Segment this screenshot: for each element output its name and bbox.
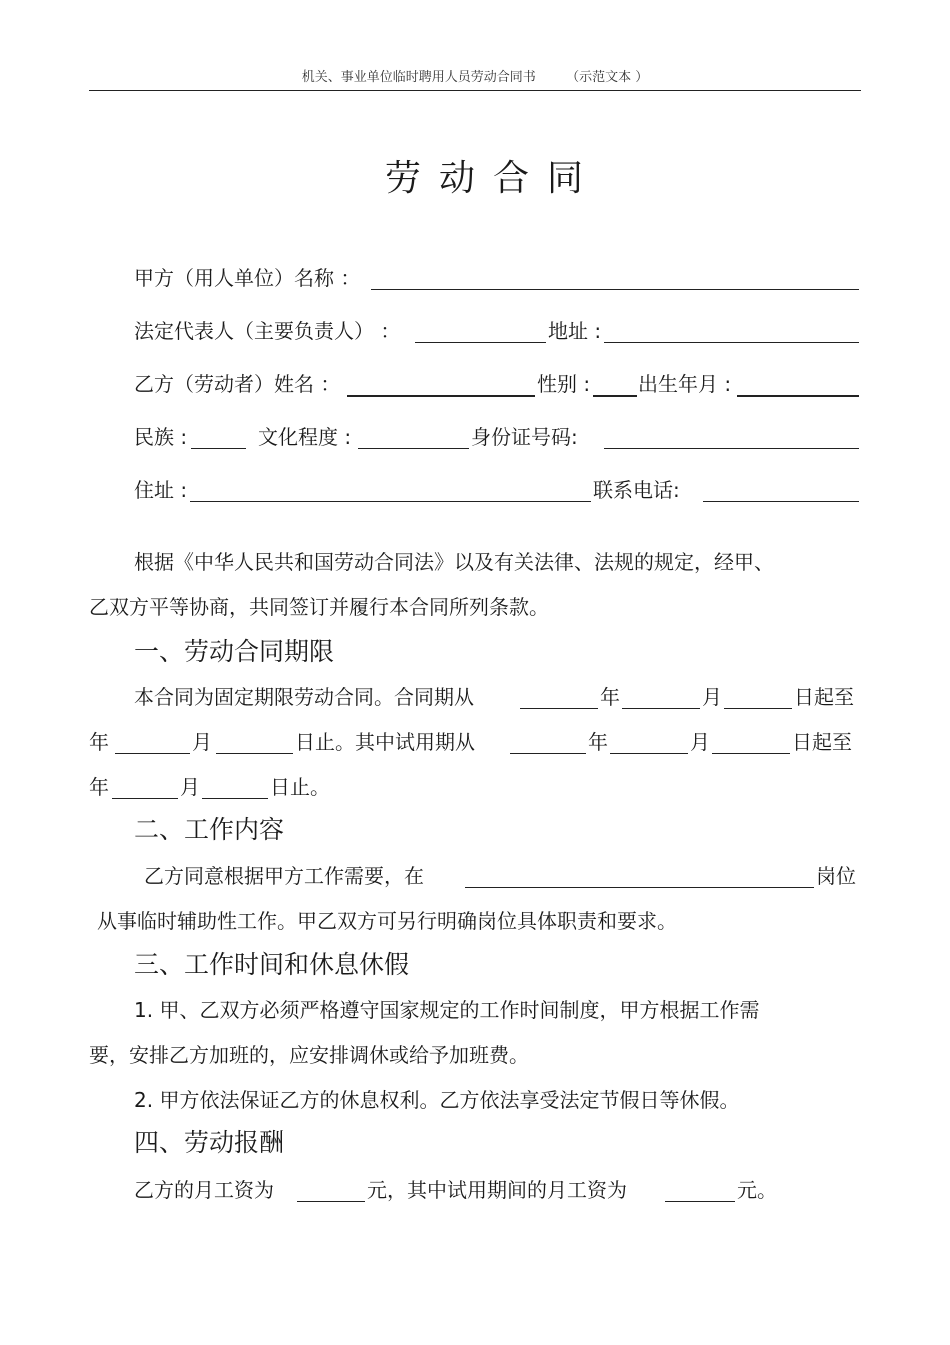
start-day-unit: 日起至 xyxy=(794,685,854,709)
preamble-line-2: 乙双方平等协商，共同签订并履行本合同所列条款。 xyxy=(89,595,549,619)
employer-name-label: 甲方（用人单位）名称 ： xyxy=(134,266,361,290)
section-4-heading: 四、劳动报酬 xyxy=(134,1128,285,1157)
probation-end-year-unit: 年 xyxy=(89,775,109,799)
probation-start-day-unit: 日起至 xyxy=(792,730,852,754)
start-month-unit: 月 xyxy=(702,685,722,709)
gender-label: 性别 : xyxy=(537,372,591,396)
probation-start-year-blank[interactable] xyxy=(510,753,586,754)
residence-blank[interactable] xyxy=(190,501,591,502)
work-time-para-1-line-2: 要，安排乙方加班的，应安排调休或给予加班费。 xyxy=(89,1043,529,1067)
probation-end-month-unit: 月 xyxy=(180,775,200,799)
probation-start-year-unit: 年 xyxy=(588,730,608,754)
id-number-blank[interactable] xyxy=(604,448,859,449)
ethnicity-blank[interactable] xyxy=(191,448,246,449)
work-content-lead: 乙方同意根据甲方工作需要，在 xyxy=(144,864,424,888)
education-blank[interactable] xyxy=(358,448,469,449)
address-blank[interactable] xyxy=(604,342,859,343)
preamble-line-1: 根据《中华人民共和国劳动合同法》以及有关法律、法规的规定，经甲、 xyxy=(134,550,774,574)
employer-name-blank[interactable] xyxy=(371,289,859,290)
end-month-unit: 月 xyxy=(192,730,212,754)
running-header xyxy=(0,66,950,85)
phone-label: 联系电话: xyxy=(593,478,680,502)
probation-start-month-blank[interactable] xyxy=(610,753,688,754)
legal-rep-blank[interactable] xyxy=(415,342,546,343)
monthly-salary-blank[interactable] xyxy=(297,1201,365,1202)
term-lead: 本合同为固定期限劳动合同。合同期从 xyxy=(134,685,474,709)
probation-salary-blank[interactable] xyxy=(665,1201,735,1202)
work-content-line-2: 从事临时辅助性工作。甲乙双方可另行明确岗位具体职责和要求。 xyxy=(97,909,677,933)
probation-start-day-blank[interactable] xyxy=(712,753,790,754)
residence-label: 住址 : xyxy=(134,478,188,502)
start-day-blank[interactable] xyxy=(724,708,792,709)
end-month-blank[interactable] xyxy=(115,753,190,754)
probation-end-day-blank[interactable] xyxy=(202,798,268,799)
section-1-heading: 一、劳动合同期限 xyxy=(134,637,335,666)
probation-lead: 日止。其中试用期从 xyxy=(295,730,475,754)
birth-label: 出生年月 : xyxy=(638,372,732,396)
employee-name-label: 乙方（劳动者）姓名 ： xyxy=(134,372,341,396)
work-time-para-2: 2. 甲方依法保证乙方的休息权利。乙方依法享受法定节假日等休假。 xyxy=(134,1088,740,1112)
birth-blank[interactable] xyxy=(737,395,859,397)
post-blank[interactable] xyxy=(465,887,814,888)
work-time-para-1-line-1: 1. 甲、乙双方必须严格遵守国家规定的工作时间制度，甲方根据工作需 xyxy=(134,998,760,1022)
section-3-heading: 三、工作时间和休息休假 xyxy=(134,950,410,979)
legal-rep-label: 法定代表人（主要负责人） ： xyxy=(134,319,401,343)
id-number-label: 身份证号码: xyxy=(471,425,578,449)
gender-blank[interactable] xyxy=(593,395,637,397)
probation-start-month-unit: 月 xyxy=(690,730,710,754)
salary-tail: 元。 xyxy=(737,1178,777,1202)
header-rule xyxy=(89,90,861,91)
running-title: 机关、事业单位临时聘用人员劳动合同书 xyxy=(301,70,536,85)
running-note: （示范文本 ） xyxy=(566,70,649,85)
education-label: 文化程度 : xyxy=(258,425,352,449)
document-title: 劳动合同 xyxy=(384,158,601,199)
ethnicity-label: 民族 : xyxy=(134,425,188,449)
address-label: 地址 : xyxy=(548,319,602,343)
employee-name-blank[interactable] xyxy=(347,395,535,397)
salary-lead: 乙方的月工资为 xyxy=(134,1178,274,1202)
end-day-blank[interactable] xyxy=(216,753,293,754)
probation-end-month-blank[interactable] xyxy=(112,798,178,799)
post-suffix: 岗位 xyxy=(816,864,856,888)
salary-mid: 元，其中试用期间的月工资为 xyxy=(367,1178,627,1202)
phone-blank[interactable] xyxy=(703,501,859,502)
start-year-unit: 年 xyxy=(600,685,620,709)
start-year-blank[interactable] xyxy=(520,708,598,709)
end-year-unit: 年 xyxy=(89,730,109,754)
probation-end-day-unit: 日止。 xyxy=(270,775,330,799)
section-2-heading: 二、工作内容 xyxy=(134,815,285,844)
start-month-blank[interactable] xyxy=(622,708,700,709)
